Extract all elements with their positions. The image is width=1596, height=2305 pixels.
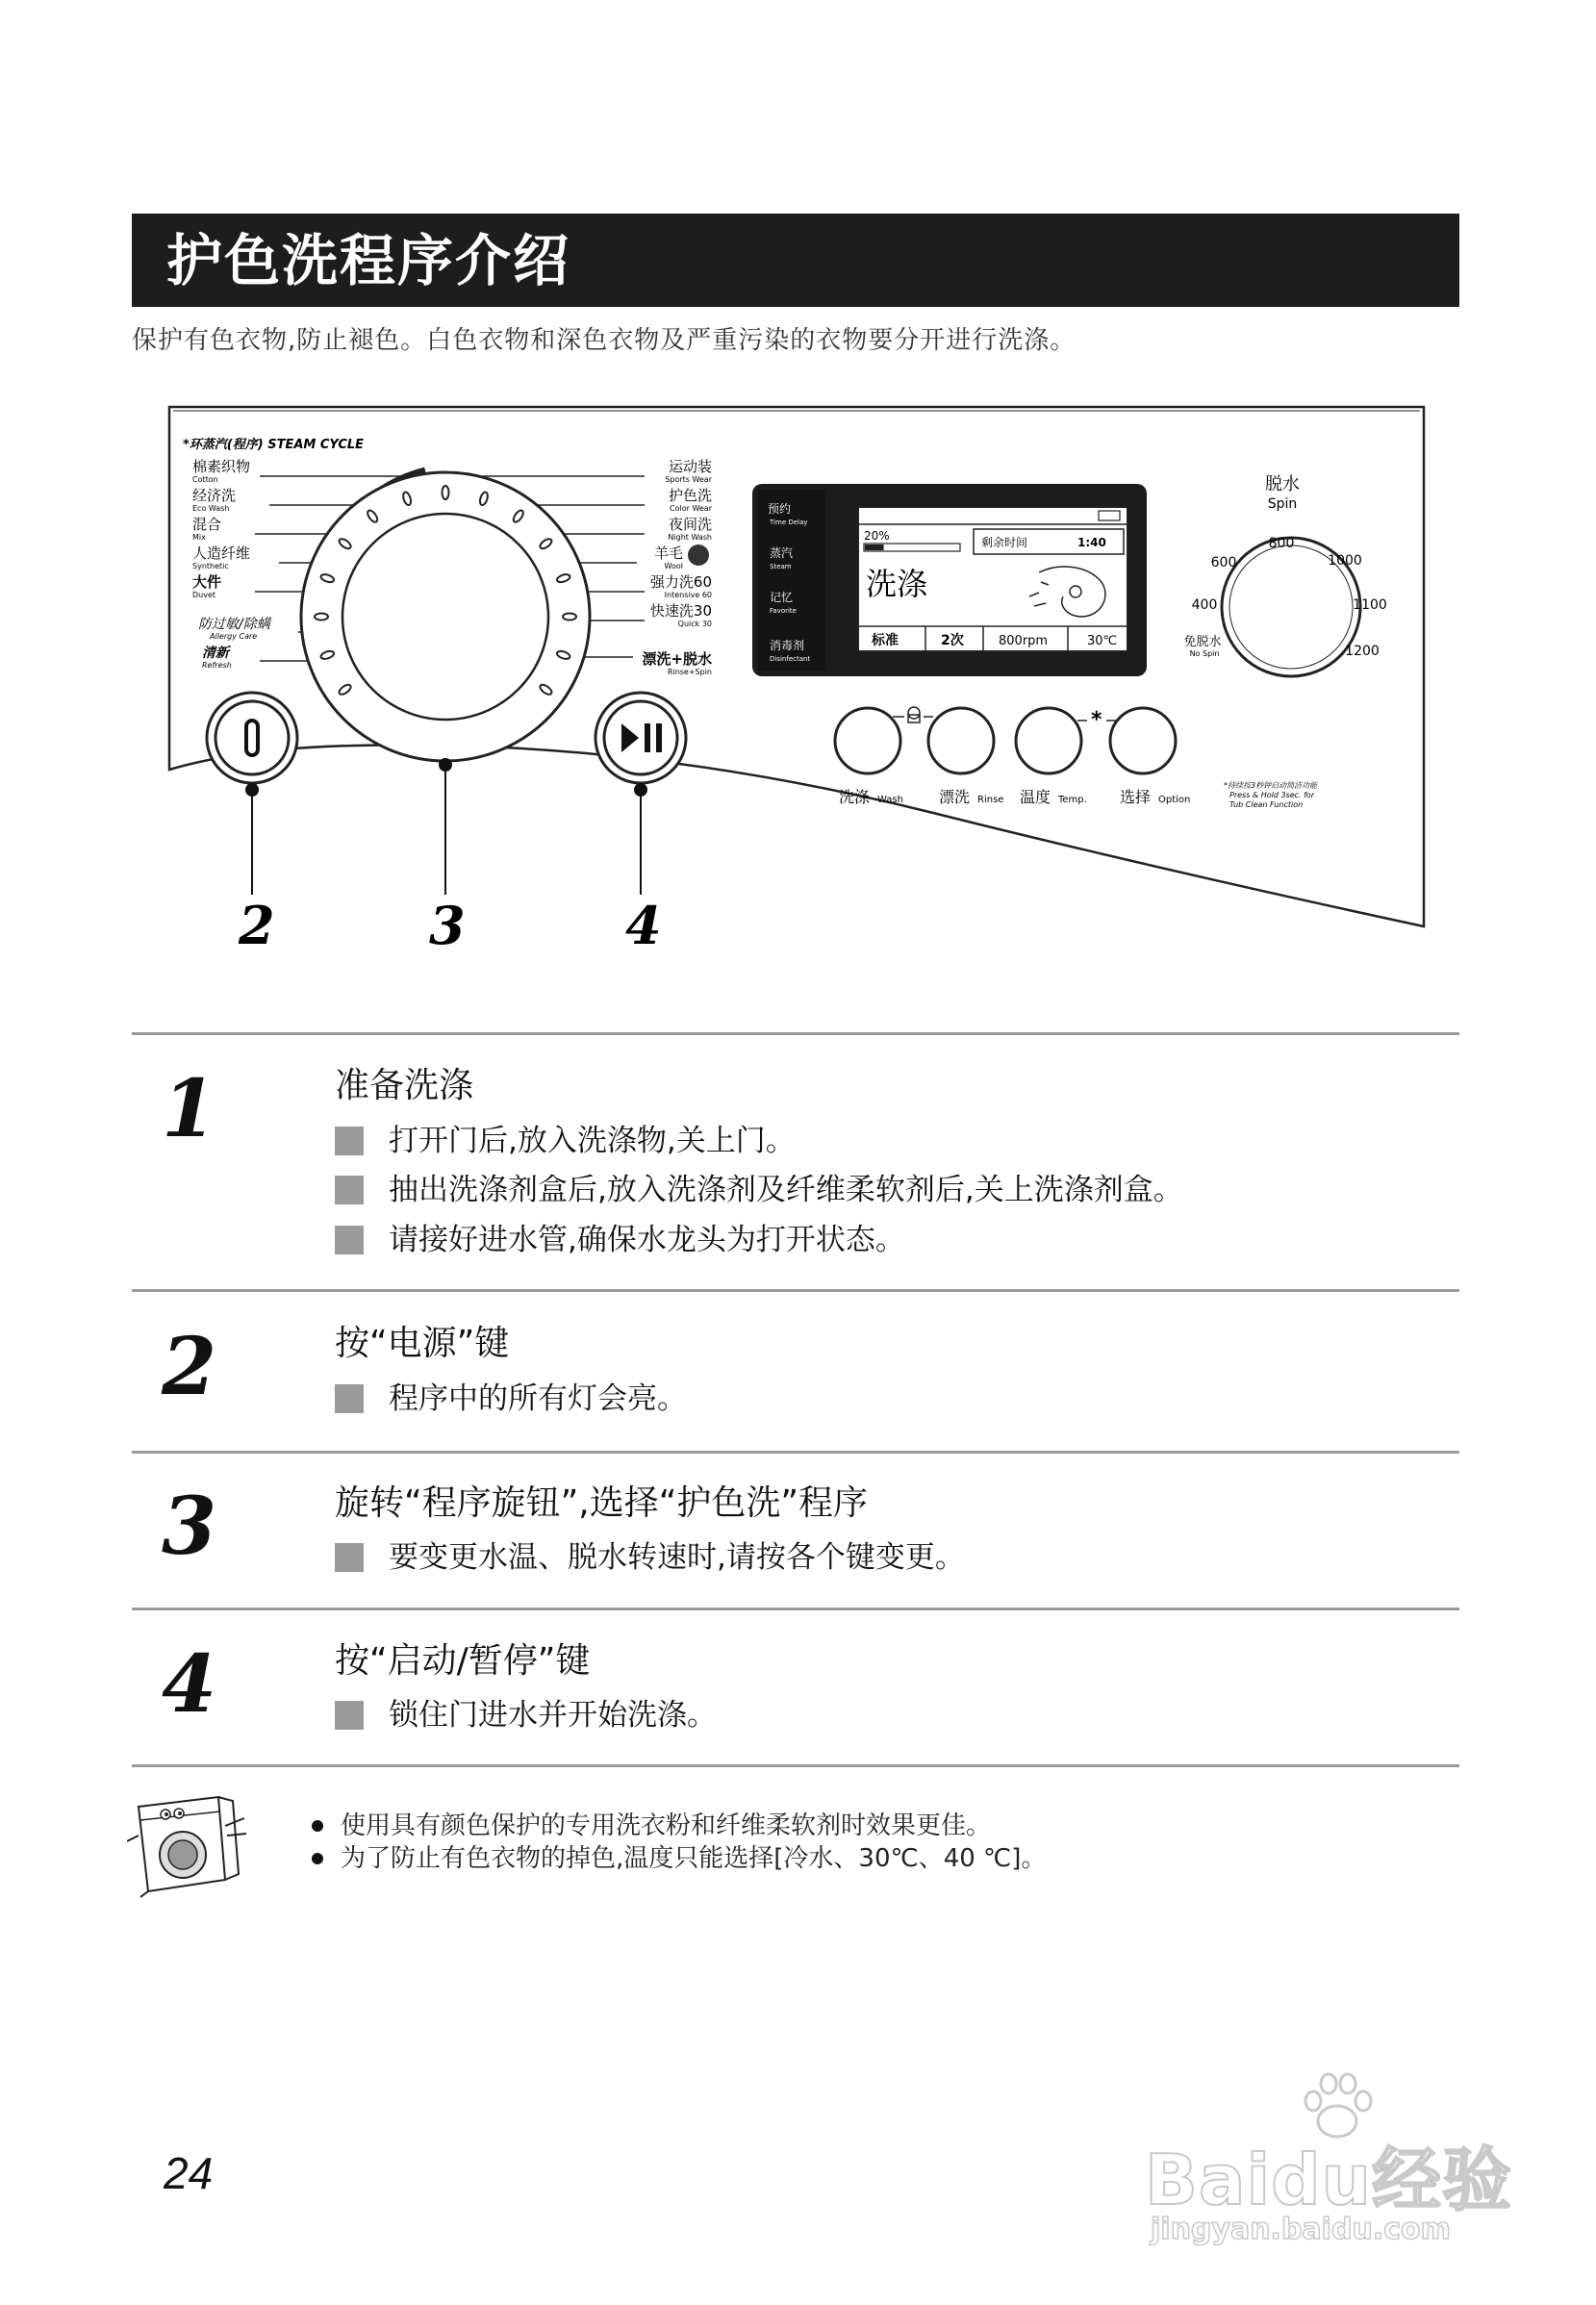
svg-text:Temp.: Temp. (1058, 795, 1087, 805)
bullet-dot-icon (312, 1853, 323, 1864)
lcd-status: 洗涤 (866, 566, 928, 602)
program-mix-en: Mix (192, 533, 206, 542)
svg-text:1100: 1100 (1353, 597, 1387, 613)
wash-button (835, 708, 900, 773)
divider (132, 1289, 1459, 1292)
divider (132, 1451, 1459, 1454)
tub-clean-note (1224, 781, 1318, 809)
start-pause-button[interactable] (595, 693, 686, 783)
rinse-label: 漂洗 (939, 788, 971, 806)
svg-text:羊毛: 羊毛 (653, 545, 683, 562)
option-label: 选择 (1120, 788, 1152, 806)
callout-2: 2 (239, 895, 275, 956)
svg-text:Press & Hold 3sec. for: Press & Hold 3sec. for (1229, 791, 1315, 799)
step-title: 旋转“程序旋钮”,选择“护色洗”程序 (335, 1483, 869, 1523)
divider (132, 1032, 1459, 1035)
program-color-wear: 护色洗 (668, 487, 712, 504)
step-bullet: 要变更水温、脱水转速时,请按各个键变更。 (335, 1537, 965, 1578)
lcd-progress-fill (865, 545, 884, 550)
step-number: 4 (162, 1638, 217, 1731)
lcd-course: 标准 (872, 633, 899, 648)
svg-text:Wool: Wool (664, 562, 683, 570)
svg-text:运动装: 运动装 (668, 458, 712, 475)
svg-text:Disinfectant: Disinfectant (770, 655, 811, 663)
program-refresh: 清新 (202, 646, 229, 661)
option-button (1110, 708, 1176, 773)
svg-text:免脱水: 免脱水 (1183, 635, 1222, 649)
callout-leaders (246, 759, 646, 895)
svg-text:Quick 30: Quick 30 (677, 620, 712, 628)
svg-text:*持续按3秒钟启动筒洁功能: *持续按3秒钟启动筒洁功能 (1224, 781, 1318, 790)
spin-title-en: Spin (1267, 496, 1298, 512)
callout-3: 3 (429, 895, 466, 956)
step-bullet: 请接好进水管,确保水龙头为打开状态。 (335, 1220, 905, 1260)
svg-text:1000: 1000 (1328, 553, 1362, 569)
page-subtitle: 保护有色衣物,防止褪色。白色衣物和深色衣物及严重污染的衣物要分开进行洗涤。 (132, 326, 1077, 355)
svg-text:快速洗30: 快速洗30 (649, 602, 712, 620)
bullet-square-icon (335, 1176, 364, 1204)
watermark-url: jingyan.baidu.com (1151, 2213, 1451, 2246)
svg-text:Night Wash: Night Wash (668, 533, 712, 542)
page-title: 护色洗程序介绍 (166, 228, 571, 293)
step-number: 1 (162, 1063, 217, 1155)
program-cotton: 棉素织物 (192, 458, 251, 475)
program-allergy: 防过敏/除螨 (198, 617, 270, 632)
spin-dial[interactable] (1183, 474, 1386, 676)
svg-text:Steam: Steam (770, 563, 792, 570)
program-eco-wash-en: Eco Wash (192, 504, 230, 513)
svg-text:Time Delay: Time Delay (770, 519, 808, 526)
note-item: 为了防止有色衣物的掉色,温度只能选择[冷水、30℃、40 ℃]。 (312, 1841, 1046, 1876)
bullet-square-icon (335, 1701, 364, 1730)
option-buttons[interactable] (835, 708, 1176, 773)
lcd-temperature: 30℃ (1087, 634, 1118, 648)
spin-title: 脱水 (1265, 474, 1300, 494)
lcd-remaining-value: 1:40 (1077, 536, 1106, 549)
side-btn-disinfectant: 消毒剂 (770, 639, 805, 652)
step-title: 按“启动/暂停”键 (335, 1641, 591, 1681)
svg-text:600: 600 (1210, 555, 1237, 570)
divider (132, 1608, 1459, 1610)
step-bullet: 打开门后,放入洗涤物,关上门。 (335, 1121, 796, 1161)
child-lock-icon (893, 707, 933, 722)
svg-text:Intensive 60: Intensive 60 (664, 591, 712, 599)
wool-mark-icon (688, 545, 709, 566)
lcd-progress-text: 20% (864, 529, 890, 543)
svg-text:Option: Option (1158, 795, 1191, 805)
program-cotton-en: Cotton (192, 475, 218, 484)
steam-cycle-label: *环蒸汽(程序) STEAM CYCLE (183, 438, 365, 452)
callout-4: 4 (625, 895, 662, 956)
bullet-square-icon (335, 1384, 364, 1413)
svg-text:Tub Clean Function: Tub Clean Function (1229, 800, 1304, 809)
svg-text:强力洗60: 强力洗60 (649, 573, 712, 591)
side-btn-steam: 蒸汽 (770, 546, 794, 560)
control-panel-diagram (164, 399, 1433, 976)
svg-text:No Spin: No Spin (1189, 649, 1220, 658)
step-title: 按“电源”键 (335, 1324, 510, 1363)
program-duvet: 大件 (192, 573, 222, 591)
step-number: 3 (162, 1481, 217, 1573)
lcd-remaining-label: 剩余时间 (981, 536, 1028, 549)
program-dial[interactable] (301, 470, 590, 761)
svg-text:Color Wear: Color Wear (670, 504, 712, 513)
step-bullet: 抽出洗涤剂盒后,放入洗涤剂及纤维柔软剂后,关上洗涤剂盒。 (335, 1170, 1183, 1210)
svg-text:400: 400 (1191, 597, 1218, 613)
temp-label: 温度 (1020, 788, 1051, 806)
svg-text:*: * (1091, 708, 1102, 732)
divider (132, 1764, 1459, 1767)
page-number: 24 (164, 2148, 214, 2198)
svg-text:Sports Wear: Sports Wear (665, 475, 712, 484)
program-synthetic: 人造纤维 (192, 545, 251, 562)
svg-text:夜间洗: 夜间洗 (668, 516, 712, 533)
svg-text:800: 800 (1268, 536, 1295, 551)
note-item: 使用具有颜色保护的专用洗衣粉和纤维柔软剂时效果更佳。 (312, 1809, 991, 1843)
watermark-logo: Baidu经验 (1145, 2140, 1512, 2220)
program-synthetic-en: Synthetic (192, 562, 229, 570)
svg-text:Rinse: Rinse (977, 795, 1004, 805)
rinse-button (928, 708, 994, 773)
bullet-square-icon (335, 1226, 364, 1254)
step-bullet: 程序中的所有灯会亮。 (335, 1379, 687, 1419)
bullet-dot-icon (312, 1820, 323, 1832)
temp-button (1016, 708, 1081, 773)
bullet-square-icon (335, 1543, 364, 1572)
wash-label: 洗涤 (839, 788, 871, 806)
side-btn-time-delay: 预约 (768, 502, 792, 516)
lcd-module (752, 484, 1147, 676)
washing-machine-mascot-icon (127, 1787, 252, 1903)
side-btn-favorite: 记忆 (770, 591, 794, 604)
program-eco-wash: 经济洗 (192, 487, 237, 504)
program-duvet-en: Duvet (192, 591, 216, 599)
step-bullet: 锁住门进水并开始洗涤。 (335, 1695, 717, 1735)
power-button[interactable] (207, 693, 297, 783)
step-title: 准备洗涤 (335, 1066, 474, 1105)
step-number: 2 (162, 1321, 217, 1413)
svg-text:Favorite: Favorite (770, 607, 797, 615)
program-mix: 混合 (192, 516, 222, 533)
lcd-spin-speed: 800rpm (999, 634, 1049, 648)
svg-text:Rinse+Spin: Rinse+Spin (667, 668, 712, 676)
lcd-rinse-count: 2次 (941, 633, 964, 648)
program-allergy-en: Allergy Care (210, 632, 258, 641)
svg-text:漂洗+脱水: 漂洗+脱水 (642, 650, 712, 668)
program-refresh-en: Refresh (202, 661, 232, 670)
bullet-square-icon (335, 1127, 364, 1155)
svg-text:Wash: Wash (877, 795, 903, 805)
svg-text:1200: 1200 (1345, 644, 1380, 659)
